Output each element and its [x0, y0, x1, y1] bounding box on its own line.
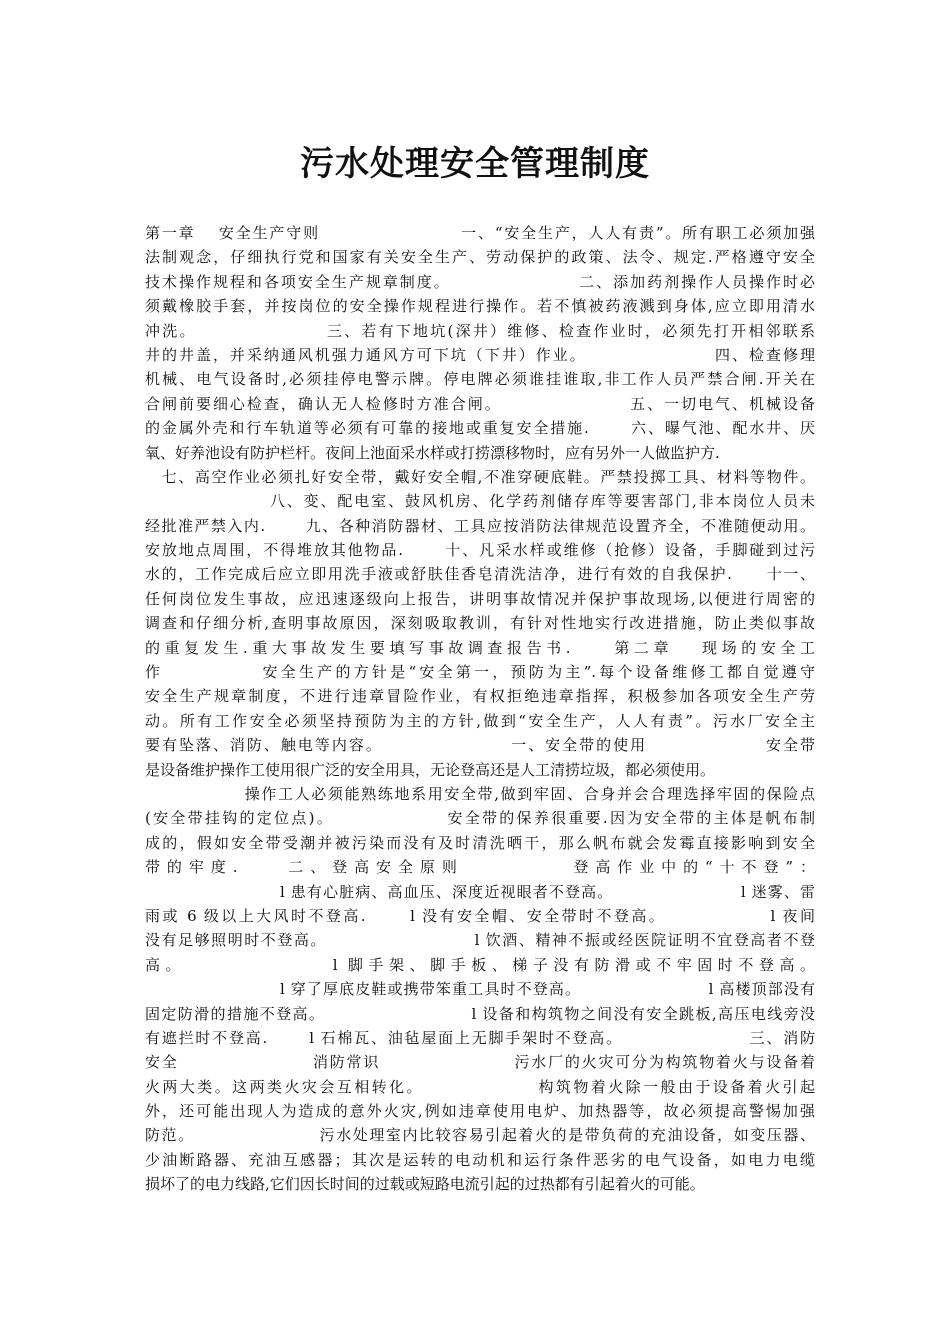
body-line: 八、变、配电室、鼓风机房、化学药剂储存库等要害部门,非本岗位人员未: [145, 492, 815, 511]
body-line: 经批准严禁入内. 九、各种消防器材、工具应按消防法律规范设置齐全，不准随便动用。: [145, 516, 815, 535]
body-line: 安全生产规章制度，不进行违章冒险作业，有权拒绝违章指挥，积极参加各项安全生产劳: [145, 687, 815, 706]
body-line: 七、高空作业必须扎好安全带，戴好安全帽,不准穿硬底鞋。严禁投掷工具、材料等物件。: [145, 467, 815, 486]
document-body: [145, 221, 815, 1197]
body-line: 外，还可能出现人为造成的意外火灾,例如违章使用电炉、加热器等，故必须提高警惕加强: [145, 1102, 815, 1121]
body-line: 氧、好养池设有防护栏杆。夜间上池面采水样或打捞漂移物时，应有另外一人做监护方.: [145, 443, 720, 462]
body-line: 高。 l 脚手架、脚手板、梯子没有防滑或不牢固时不登高。: [145, 955, 815, 974]
body-line: 技术操作规程和各项安全生产规章制度。 二、添加药剂操作人员操作时必: [145, 272, 815, 291]
body-line: 井的井盖，并采纳通风机强力通风方可下坑（下井）作业。 四、检查修理: [145, 345, 815, 364]
body-line: 法制观念，仔细执行党和国家有关安全生产、劳动保护的政策、法令、规定.严格遵守安全: [145, 248, 815, 267]
body-line: 任何岗位发生事故，应迅速逐级向上报告，讲明事故情况并保护事故现场,以便进行周密的: [145, 589, 815, 608]
body-line: 少油断路器、充油互感器；其次是运转的电动机和运行条件恶劣的电气设备，如电力电缆: [145, 1150, 815, 1169]
body-line: 调查和仔细分析,查明事故原因，深刻吸取教训，有针对性地实行改进措施，防止类似事故: [145, 614, 815, 633]
body-line: 安放地点周围，不得堆放其他物品. 十、凡采水样或维修（抢修）设备，手脚碰到过污: [145, 541, 815, 560]
body-line: l 穿了厚底皮鞋或携带笨重工具时不登高。 l 高楼顶部没有: [145, 980, 815, 999]
body-line: 固定防滑的措施不登高。 l 设备和构筑物之间没有安全跳板,高压电线旁没: [145, 1004, 815, 1023]
body-line: 的金属外壳和行车轨道等必须有可靠的接地或重复安全措施. 六、曝气池、配水井、厌: [145, 419, 815, 438]
body-line: 雨或 6 级以上大风时不登高. l 没有安全帽、安全带时不登高。 l 夜间: [145, 906, 815, 925]
document-title: 污水处理安全管理制度: [300, 144, 650, 184]
body-line: 有遮拦时不登高. l 石棉瓦、油毡屋面上无脚手架时不登高。 三、消防: [145, 1028, 815, 1047]
body-line: 合闸前要细心检查，确认无人检修时方准合闸。 五、一切电气、机械设备: [145, 394, 815, 413]
body-line: 的重复发生.重大事故发生要填写事故调查报告书. 第二章 现场的安全工: [145, 638, 815, 657]
body-line: 防范。 污水处理室内比较容易引起着火的是带负荷的充油设备，如变压器、: [145, 1126, 815, 1145]
body-line: 要有坠落、消防、触电等内容。 一、安全带的使用 安全带: [145, 736, 815, 755]
body-line: 水的，工作完成后应立即用洗手液或舒肤佳香皂清洗洁净，进行有效的自我保护. 十一、: [145, 565, 815, 584]
body-line: 冲洗。 三、若有下地坑(深井）维修、检查作业时，必须先打开相邻联系: [145, 321, 815, 340]
body-line: l 患有心脏病、高血压、深度近视眼者不登高。 l 迷雾、雷: [145, 882, 815, 901]
body-line: 安全 消防常识 污水厂的火灾可分为构筑物着火与设备着: [145, 1053, 815, 1072]
body-line: 损坏了的电力线路,它们因长时间的过载或短路电流引起的过热都有引起着火的可能。: [145, 1175, 705, 1194]
body-line: (安全带挂钩的定位点)。 安全带的保养很重要.因为安全带的主体是帆布制: [145, 809, 815, 828]
body-line: 须戴橡胶手套，并按岗位的安全操作规程进行操作。若不慎被药液溅到身体,应立即用清水: [145, 297, 815, 316]
body-line: 成的，假如安全带受潮并被污染而没有及时清洗晒干，那么帆布就会发霉直接影响到安全: [145, 833, 815, 852]
body-line: 作 安全生产的方针是“安全第一，预防为主”.每个设备维修工都自觉遵守: [145, 663, 815, 682]
body-line: 第一章 安全生产守则 一、“安全生产，人人有责”。所有职工必须加强: [145, 224, 815, 242]
body-line: 没有足够照明时不登高。 l 饮酒、精神不振或经医院证明不宜登高者不登: [145, 931, 815, 950]
body-line: 操作工人必须能熟练地系用安全带,做到牢固、合身并会合理选择牢固的保险点: [145, 784, 815, 803]
body-line: 带的牢度. 二、登高安全原则 登高作业中的“十不登”：: [145, 858, 815, 877]
body-line: 动。所有工作安全必须坚持预防为主的方针,做到“安全生产，人人有责”。污水厂安全主: [145, 711, 815, 730]
body-line: 机械、电气设备时,必须挂停电警示牌。停电牌必须谁挂谁取,非工作人员严禁合闸.开关在: [145, 370, 815, 389]
body-line: 是设备维护操作工使用很广泛的安全用具，无论登高还是人工清捞垃圾，都必须使用。: [145, 760, 716, 779]
body-line: 火两大类。这两类火灾会互相转化。 构筑物着火除一般由于设备着火引起: [145, 1077, 815, 1096]
